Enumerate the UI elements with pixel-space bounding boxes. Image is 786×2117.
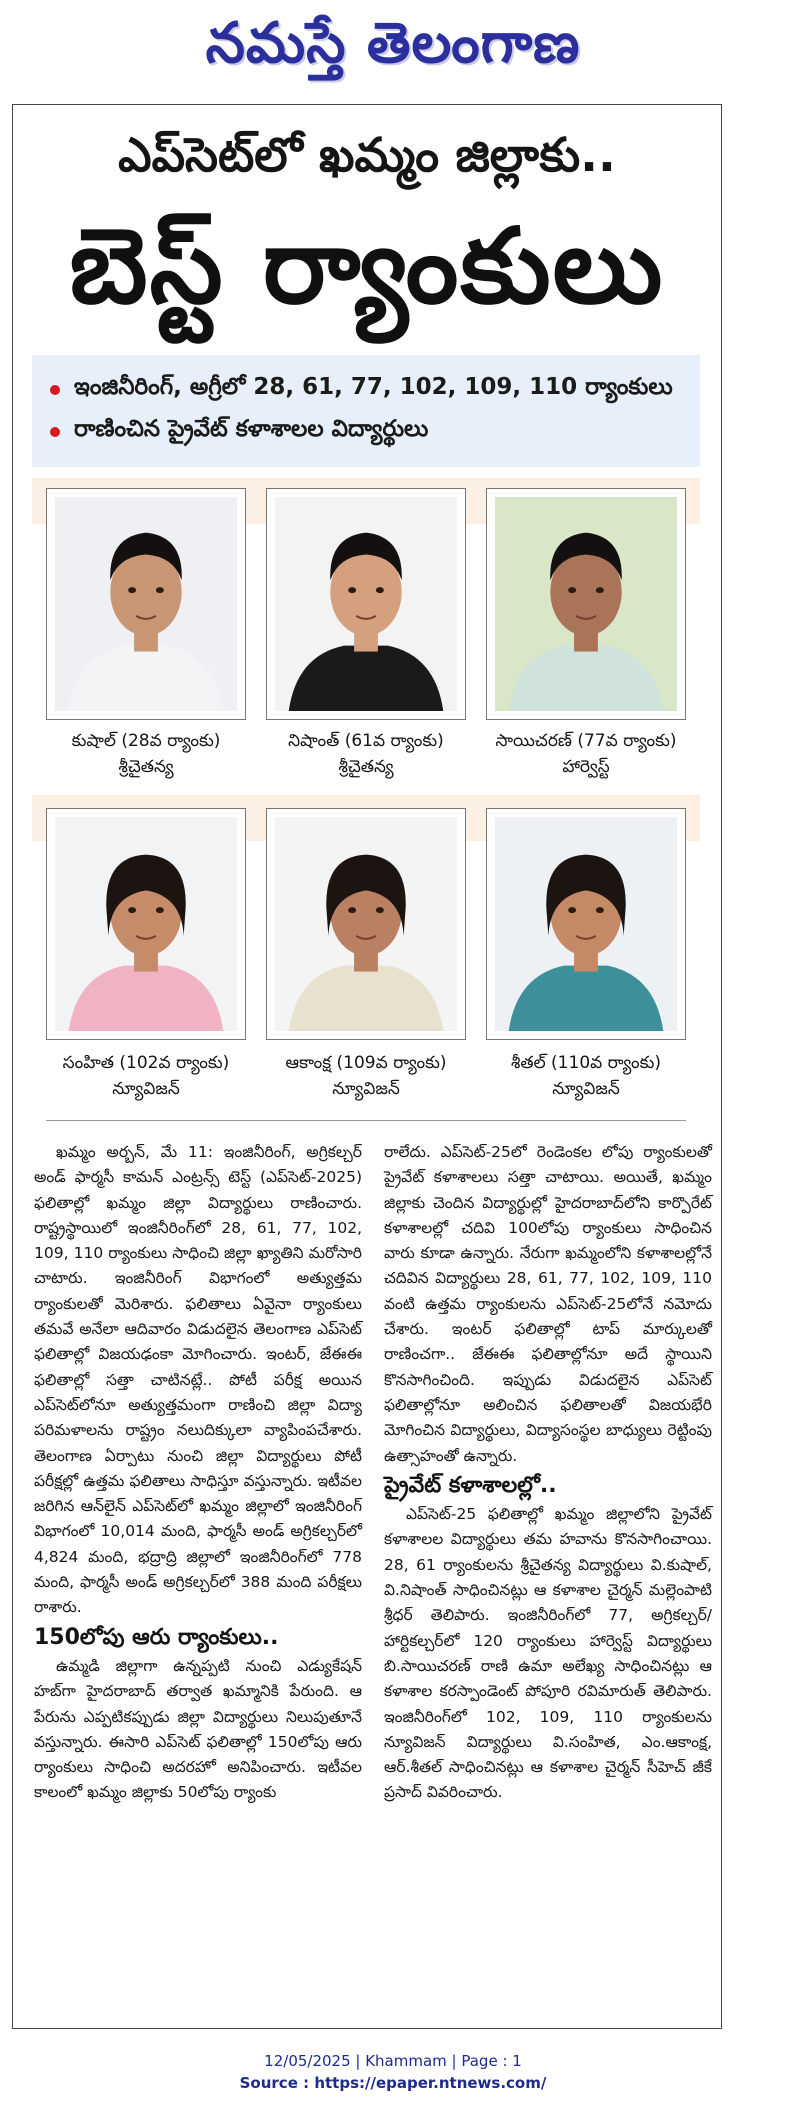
student-college: హార్వెస్ట్‌	[562, 757, 610, 777]
article-column-left	[34, 1140, 362, 1810]
page-footer	[0, 2050, 786, 2094]
student-portrait	[275, 817, 457, 1031]
student-caption	[471, 728, 701, 780]
bullet-dot-icon	[50, 427, 60, 437]
student-caption	[31, 728, 261, 780]
student-photo-sheetal	[486, 808, 686, 1040]
student-name: శీతల్‌ (110వ ర్యాంకు)	[511, 1053, 661, 1073]
student-photo-nishanth	[266, 488, 466, 720]
article-paragraph: ఖమ్మం అర్బన్‌, మే 11: ఇంజినీరింగ్‌, అగ్రికల్చర్‌ అండ్‌ ఫార్మసీ కామన్‌ ఎంట్రన్స్‌ టెస్ట్‌ (ఎప్‌సెట్‌-2025) ఫలితాల్లో ఖమ్మం జిల్లా విద్యార్థులు రాణించారు. రాష్ట్రస్థాయిలో ఇంజినీరింగ్‌లో 28, 61, 77, 102, 109, 110 ర్యాంకులు సాధించి జిల్లా ఖ్యాతిని మరోసారి చాటారు. ఇంజినీరింగ్‌ విభాగంలో అత్యుత్తమ ర్యాంకులతో మెరిశారు. ఫలితాలు ఏవైనా ర్యాంకులు తమవే అనేలా ఆదివారం విడుదలైన తెలంగాణ ఎప్‌సెట్‌ ఫలితాల్లో విజయఢంకా మోగించారు. ఇంటర్‌, జేఈఈ ఫలితాల్లో సత్తా చాటినట్లే.. పోటీ పరీక్ష అయిన ఎప్‌సెట్‌లోనూ అత్యుత్తమంగా రాణించి జిల్లా విద్యా పరిమళాలను రాష్ట్రం నలుదిక్కులా వ్యాపింపచేశారు. తెలంగాణ ఏర్పాటు నుంచి జిల్లా విద్యార్థులు పోటీ పరీక్షల్లో ఉత్తమ ఫలితాలు సాధిస్తూ వస్తున్నారు. ఇటీవల జరిగిన ఆన్‌లైన్‌ ఎప్‌సెట్‌లో ఖమ్మం జిల్లాలో ఇంజినీరింగ్‌ విభాగంలో 10,014 మంది, ఫార్మసీ అండ్‌ అగ్రికల్చర్‌లో 4,824 మంది, భద్రాద్రి జిల్లాలో ఇంజినీరింగ్‌లో 778 మంది, ఫార్మసీ అండ్‌ అగ్రికల్చర్‌లో 388 మంది పరీక్షలు రాశారు.	[34, 1143, 362, 1617]
student-portrait	[495, 817, 677, 1031]
student-college: న్యూవిజన్‌	[332, 1079, 400, 1099]
highlight-text: ఇంజినీరింగ్‌, అగ్రీలో 28, 61, 77, 102, 109, 110 ర్యాంకులు	[74, 374, 673, 400]
portrait-illustration	[275, 497, 457, 711]
footer-source-line: Source : https://epaper.ntnews.com/	[239, 2074, 547, 2092]
student-college: శ్రీచైతన్య	[338, 757, 394, 777]
student-caption	[251, 1050, 481, 1102]
headline-main: బెస్ట్‌ ర్యాంకులు	[69, 205, 665, 327]
section-divider	[46, 1120, 686, 1121]
student-name: నిషాంత్‌ (61వ ర్యాంకు)	[288, 731, 444, 751]
student-portrait	[55, 817, 237, 1031]
student-college: శ్రీచైతన్య	[118, 757, 174, 777]
footer-date-line: 12/05/2025 | Khammam | Page : 1	[264, 2052, 522, 2070]
article-paragraph: రాలేదు. ఎప్‌సెట్‌-25లో రెండెంకల లోపు ర్యాంకులతో ప్రైవేట్‌ కళాశాలలు సత్తా చాటాయి. అయితే, ఖమ్మం జిల్లాకు చెందిన విద్యార్థుల్లో హైదరాబాద్‌లోని కార్పొరేట్‌ కళాశాలల్లో చదివి 100లోపు ర్యాంకులు సాధించిన వారు కూడా ఉన్నారు. నేరుగా ఖమ్మంలోని కళాశాలల్లోనే చదివిన విద్యార్థులు 28, 61, 77, 102, 109, 110 వంటి ఉత్తమ ర్యాంకులను ఎప్‌సెట్‌-25లోనే నమోదు చేశారు. ఇంటర్‌ ఫలితాల్లో టాప్‌ మార్కులతో రాణించగా.. జేఈఈ ఫలితాల్లోనూ అదే స్థాయిని కొనసాగించింది. ఇప్పుడు విడుదలైన ఎప్‌సెట్‌ ఫలితాల్లోనూ అలించిన ఫలితాలతో విజయభేరి మోగించిన విద్యార్థులు, విద్యాసంస్థల బాధ్యులు రెట్టింపు ఉత్సాహంతో ఉన్నారు.	[384, 1143, 712, 1465]
article-paragraph: ఎప్‌సెట్‌-25 ఫలితాల్లో ఖమ్మం జిల్లాలోని ప్రైవేట్‌ కళాశాలల విద్యార్థులు తమ హవాను కొనసాగించాయి. 28, 61 ర్యాంకులను శ్రీచైతన్య విద్యార్థులు వి.కుషాల్‌, వి.నిషాంత్‌ సాధించినట్లు ఆ కళాశాల చైర్మన్‌ మల్లెంపాటి శ్రీధర్‌ తెలిపారు. ఇంజినీరింగ్‌లో 77, అగ్రికల్చర్‌/హార్టికల్చర్‌లో 120 ర్యాంకులు హార్వెస్ట్‌ విద్యార్థులు బి.సాయిచరణ్‌ రాణి ఉమా అలేఖ్య సాధించినట్లు ఆ కళాశాల కరస్పాండెంట్‌ పోపూరి రవిమారుత్‌ తెలిపారు. ఇంజినీరింగ్‌లో 102, 109, 110 ర్యాంకులను న్యూవిజన్‌ విద్యార్థులు వి.సంహిత, ఎం.ఆకాంక్ష, ఆర్‌.శీతల్‌ సాధించినట్లు ఆ కళాశాల చైర్మన్‌ సీహెచ్‌ జీకే ప్రసాద్‌ వివరించారు.	[384, 1505, 712, 1802]
student-photo-samhitha	[46, 808, 246, 1040]
student-portrait	[495, 497, 677, 711]
article-subheading: 150లోపు ఆరు ర్యాంకులు..	[34, 1624, 279, 1650]
student-name: కుషాల్‌ (28వ ర్యాంకు)	[71, 731, 221, 751]
student-photo-akanksha	[266, 808, 466, 1040]
portrait-illustration	[495, 817, 677, 1031]
highlight-bullet	[50, 369, 682, 411]
newspaper-logo: నమస్తే తెలంగాణ	[205, 10, 581, 76]
article-subheading: ప్రైవేట్‌ కళాశాలల్లో..	[384, 1472, 557, 1498]
portrait-illustration	[275, 817, 457, 1031]
student-photo-kushal	[46, 488, 246, 720]
student-name: ఆకాంక్ష (109వ ర్యాంకు)	[285, 1053, 447, 1073]
student-college: న్యూవిజన్‌	[552, 1079, 620, 1099]
portrait-illustration	[495, 497, 677, 711]
highlight-box	[32, 355, 700, 467]
headline-kicker: ఎప్‌సెట్‌లో ఖమ్మం జిల్లాకు..	[118, 128, 616, 183]
student-name: సాయిచరణ్‌ (77వ ర్యాంకు)	[495, 731, 677, 751]
student-name: సంహిత (102వ ర్యాంకు)	[62, 1053, 230, 1073]
bullet-dot-icon	[50, 385, 60, 395]
highlight-text: రాణించిన ప్రైవేట్‌ కళాశాలల విద్యార్థులు	[74, 416, 429, 442]
student-college: న్యూవిజన్‌	[112, 1079, 180, 1099]
portrait-illustration	[55, 497, 237, 711]
article-column-right	[384, 1140, 712, 1810]
student-caption	[471, 1050, 701, 1102]
student-portrait	[275, 497, 457, 711]
masthead	[0, 0, 786, 100]
student-portrait	[55, 497, 237, 711]
student-caption	[31, 1050, 261, 1102]
article-paragraph: ఉమ్మడి జిల్లాగా ఉన్నప్పటి నుంచి ఎడ్యుకేషన్‌ హబ్‌గా హైదరాబాద్‌ తర్వాత ఖమ్మానికి పేరుంది. ఆ పేరును ఎప్పటికప్పుడు జిల్లా విద్యార్థులు నిలుపుతూనే వస్తున్నారు. ఈసారి ఎప్‌సెట్‌ ఫలితాల్లో 150లోపు ఆరు ర్యాంకులు సాధించి అదరహో అనిపించారు. ఇటీవల కాలంలో ఖమ్మం జిల్లాకు 50లోపు ర్యాంకు	[34, 1656, 362, 1802]
student-caption	[251, 728, 481, 780]
student-photo-saicharan	[486, 488, 686, 720]
highlight-bullet	[50, 411, 682, 453]
portrait-illustration	[55, 817, 237, 1031]
